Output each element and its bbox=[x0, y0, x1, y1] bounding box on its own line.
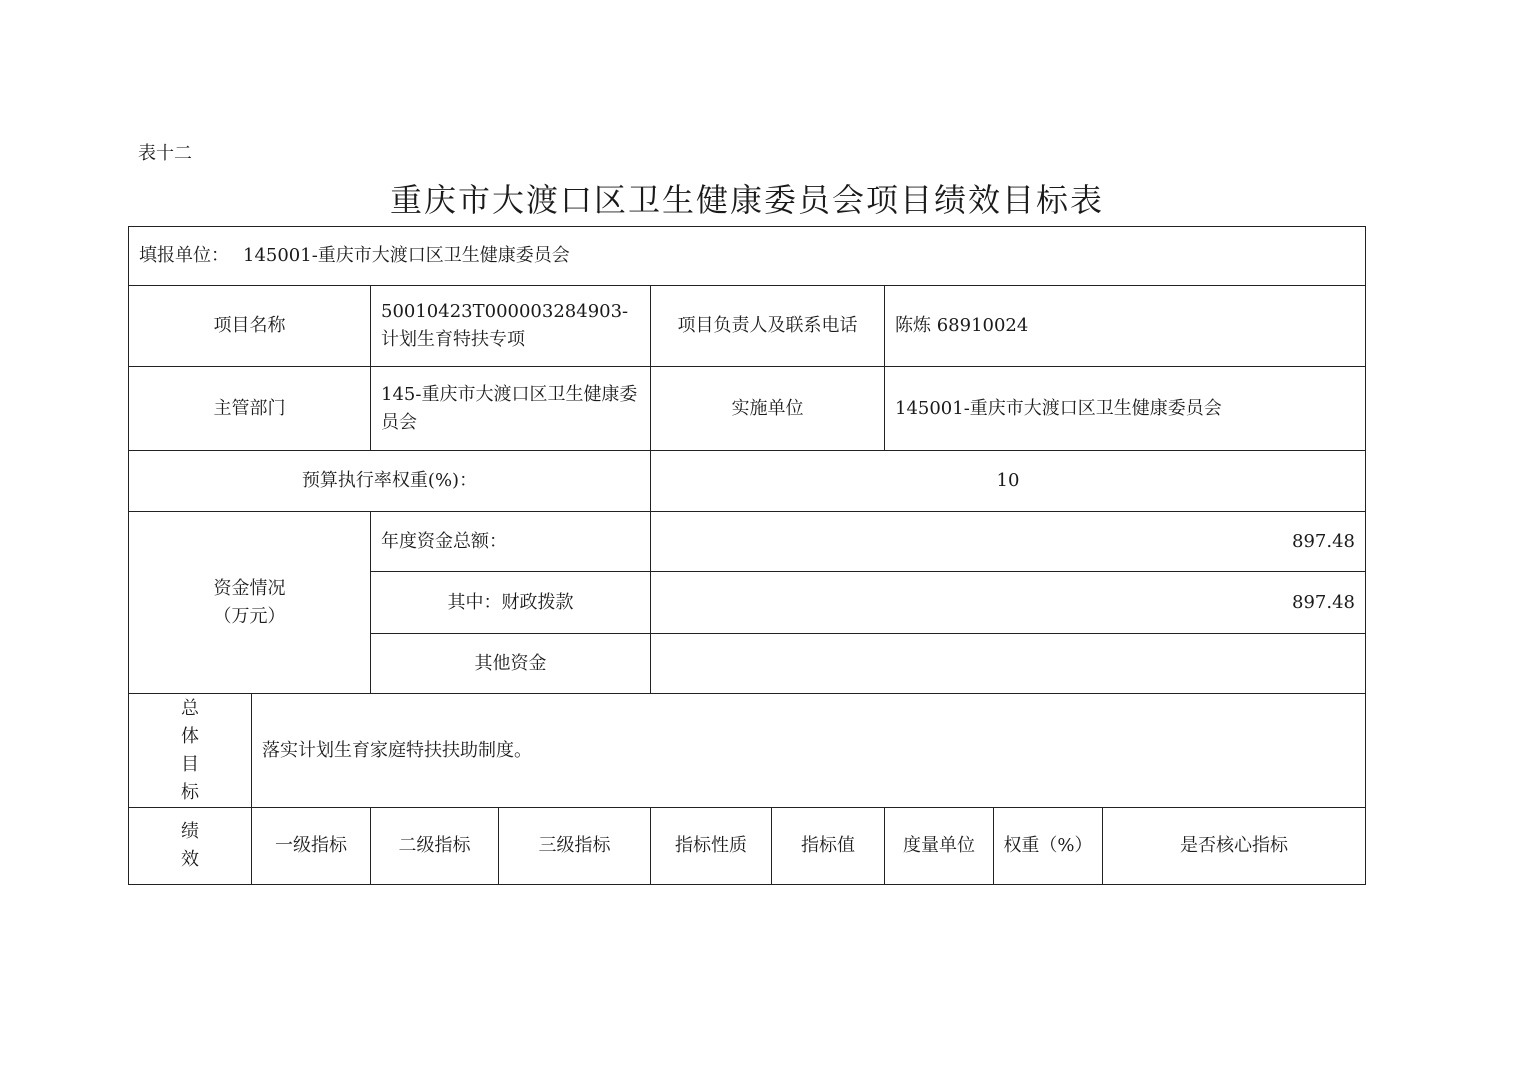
overall-goal-text: 落实计划生育家庭特扶扶助制度。 bbox=[251, 693, 1366, 808]
performance-label bbox=[128, 807, 252, 885]
implementing-unit-label: 实施单位 bbox=[650, 366, 885, 451]
reporting-unit-value: 145001-重庆市大渡口区卫生健康委员会 bbox=[243, 245, 570, 266]
reporting-unit-row bbox=[128, 226, 1366, 286]
funds-label bbox=[128, 511, 371, 694]
budget-weight-value: 10 bbox=[650, 450, 1366, 512]
performance-target-table bbox=[128, 226, 1366, 885]
header-indicator-nature: 指标性质 bbox=[650, 807, 772, 885]
reporting-unit-label: 填报单位： bbox=[139, 245, 229, 266]
department-label: 主管部门 bbox=[128, 366, 371, 451]
table-number: 表十二 bbox=[138, 143, 192, 164]
budget-weight-label: 预算执行率权重(%)： bbox=[128, 450, 651, 512]
project-name-label: 项目名称 bbox=[128, 285, 371, 367]
header-level1-indicator: 一级指标 bbox=[251, 807, 371, 885]
project-leader-label: 项目负责人及联系电话 bbox=[650, 285, 885, 367]
overall-goal-char: 总 bbox=[181, 697, 199, 719]
header-indicator-value: 指标值 bbox=[771, 807, 885, 885]
document-title: 重庆市大渡口区卫生健康委员会项目绩效目标表 bbox=[389, 181, 1104, 219]
performance-char: 效 bbox=[181, 849, 199, 870]
overall-goal-char: 体 bbox=[181, 725, 199, 747]
implementing-unit-value: 145001-重庆市大渡口区卫生健康委员会 bbox=[884, 366, 1366, 451]
other-funds-label: 其他资金 bbox=[370, 633, 651, 694]
header-level3-indicator: 三级指标 bbox=[498, 807, 651, 885]
overall-goal-label bbox=[128, 693, 252, 808]
header-core-indicator: 是否核心指标 bbox=[1102, 807, 1366, 885]
header-weight: 权重（%） bbox=[993, 807, 1103, 885]
fiscal-funds-label: 其中：财政拨款 bbox=[370, 571, 651, 634]
department-value: 145-重庆市大渡口区卫生健康委员会 bbox=[370, 366, 651, 451]
overall-goal-char: 标 bbox=[181, 781, 199, 803]
header-level2-indicator: 二级指标 bbox=[370, 807, 499, 885]
project-leader-value: 陈炼 68910024 bbox=[884, 285, 1366, 367]
performance-char: 绩 bbox=[181, 821, 199, 842]
total-funds-value: 897.48 bbox=[650, 511, 1366, 572]
funds-label-line1: 资金情况 bbox=[213, 577, 286, 599]
header-measure-unit: 度量单位 bbox=[884, 807, 994, 885]
other-funds-value bbox=[650, 633, 1366, 694]
overall-goal-char: 目 bbox=[181, 753, 199, 775]
funds-label-line2: （万元） bbox=[213, 605, 286, 627]
total-funds-label: 年度资金总额： bbox=[370, 511, 651, 572]
fiscal-funds-value: 897.48 bbox=[650, 571, 1366, 634]
project-name-value: 50010423T000003284903-计划生育特扶专项 bbox=[370, 285, 651, 367]
